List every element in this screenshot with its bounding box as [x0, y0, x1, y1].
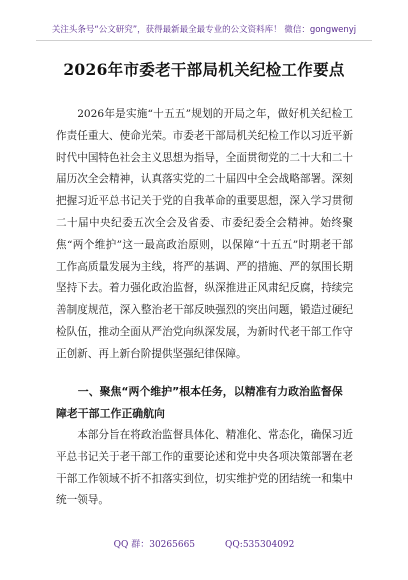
header-banner: 关注头条号“公文研究”，获得最新最全最专业的公文资料库！ 微信：gongwenyj: [51, 25, 357, 35]
footer-qq-group: QQ 群：30265665: [113, 540, 196, 550]
footer-contact: [0, 537, 408, 550]
document-title: 2026年市委老干部局机关纪检工作要点: [63, 60, 345, 79]
header-divider: [36, 40, 372, 41]
footer-qq: QQ:535304092: [225, 540, 295, 550]
intro-paragraph: 2026年是实施“十五五”规划的开局之年，做好机关纪检工作责任重大、使命光荣。市委老干部局机关纪检工作以习近平新时代中国特色社会主义思想为指导，全面贯彻党的二十大和二十届历次全会精神，认真落实党的二十届四中全会战略部署。深刻把握习近平总书记关于党的自我革命的重要思想，深入学习贯彻二十届中央纪委五次全会及省委、市委纪委全会精神。始终聚焦“两个维护”这一最高政治原则，以保障“十五五”时期老干部工作高质量发展为主线，将严的基调、严的措施、严的氛围长期坚持下去。着力强化政治监督，纵深推进正风肃纪反腐，持续完善制度规范，深入整治老干部反映强烈的突出问题，锻造过硬纪检队伍，推动全面从严治党向纵深发展，为新时代老干部工作守正创新、再上新台阶提供坚强纪律保障。: [56, 108, 353, 360]
section-heading: 一、聚焦“两个维护”根本任务，以精准有力政治监督保障老干部工作正确航向: [56, 385, 343, 420]
section-body-paragraph: 本部分旨在将政治监督具体化、精准化、常态化，确保习近平总书记关于老干部工作的重要论述和党中央各项决策部署在老干部工作领域不折不扣落实到位，切实维护党的团结统一和集中统一领导。: [56, 429, 353, 507]
